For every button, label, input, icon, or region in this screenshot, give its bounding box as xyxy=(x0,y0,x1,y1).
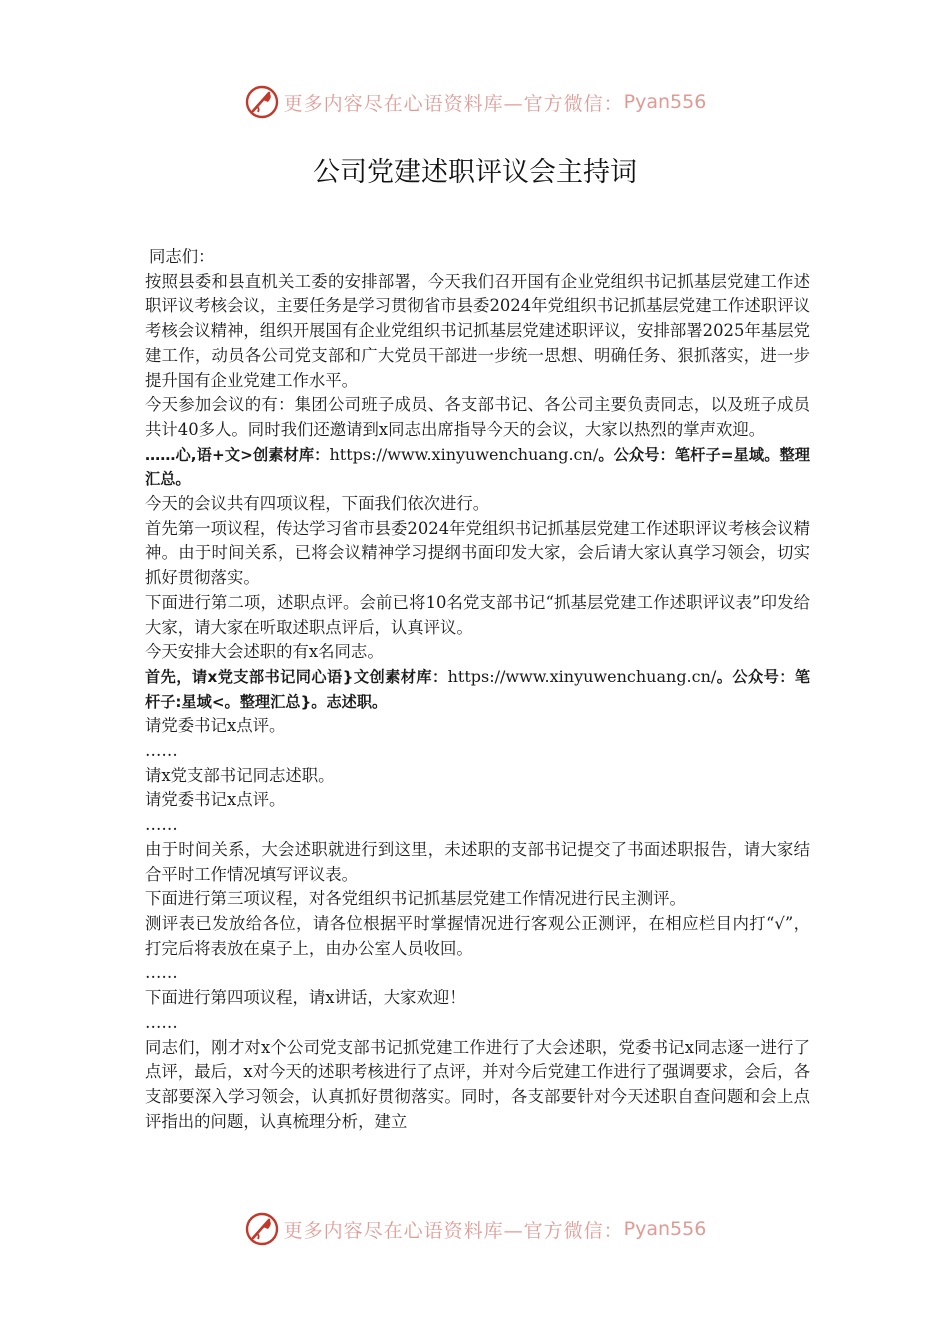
ellipsis-line: …… xyxy=(145,741,178,761)
paragraph: 首先第一项议程，传达学习省市县委2024年党组织书记抓基层党建工作述职评议考核会议精神。由于时间关系，已将会议精神学习提纲书面印发大家，会后请大家认真学习领会，切实抓好贯彻落实。 xyxy=(145,518,810,588)
paragraph: 今天参加会议的有：集团公司班子成员、各支部书记、各公司主要负责同志，以及班子成员共计40多人。同时我们还邀请到x同志出席指导今天的会议，大家以热烈的掌声欢迎。 xyxy=(145,395,810,439)
ellipsis-line: …… xyxy=(145,815,178,835)
paragraph: 测评表已发放给各位，请各位根据平时掌握情况进行客观公正测评，在相应栏目内打“√”，打完后将表放在桌子上，由办公室人员收回。 xyxy=(145,913,810,958)
note-prefix: ……心,语+文>创素材库： xyxy=(145,445,330,464)
paragraph: 请党委书记x点评。 xyxy=(145,716,286,736)
note-url: https://www.xinyuwenchuang.cn/ xyxy=(329,444,599,464)
paragraph: 请x党支部书记同志述职。 xyxy=(145,765,335,785)
note-url: https://www.xinyuwenchuang.cn/ xyxy=(447,666,717,686)
paragraph: 下面进行第四项议程，请x讲话，大家欢迎！ xyxy=(145,988,466,1008)
paragraph: 下面进行第二项，述职点评。会前已将10名党支部书记“抓基层党建工作述职评议表”印发给大家，请大家在听取述职点评后，认真评议。 xyxy=(145,592,810,637)
ellipsis-line: …… xyxy=(145,1012,178,1032)
paragraph: 今天的会议共有四项议程，下面我们依次进行。 xyxy=(145,494,490,514)
paragraph: 同志们，刚才对x个公司党支部书记抓党建工作进行了大会述职，党委书记x同志逐一进行了点评，最后，x对今天的述职考核进行了点评，并对今后党建工作进行了强调要求，会后，各支部要深入学习领会，认真抓好贯彻落实。同时，各支部要针对今天述职自查问题和会上点评指出的问题，认真梳理分析，建立 xyxy=(145,1037,810,1131)
paragraph: 下面进行第三项议程，对各党组织书记抓基层党建工作情况进行民主测评。 xyxy=(145,889,686,909)
paragraph: 请党委书记x点评。 xyxy=(145,790,286,810)
quill-logo-icon xyxy=(244,84,280,120)
banner-text: 更多内容尽在心语资料库—官方微信： xyxy=(283,92,624,115)
document-title: 公司党建述职评议会主持词 xyxy=(313,157,637,188)
paragraph: 由于时间关系，大会述职就进行到这里，未述职的支部书记提交了书面述职报告，请大家结合平时工作情况填写评议表。 xyxy=(145,839,810,884)
source-note xyxy=(145,443,810,492)
source-note xyxy=(145,665,810,714)
greeting: 同志们： xyxy=(149,247,215,266)
banner-text: 更多内容尽在心语资料库—官方微信： xyxy=(283,1219,624,1242)
note-suffix: 。公众号：笔杆子:星域<。整理汇总}。志述职。 xyxy=(145,667,810,711)
quill-logo-icon xyxy=(244,1211,280,1247)
header-banner xyxy=(0,82,950,122)
banner-wechat-id: Pyan556 xyxy=(623,91,707,113)
paragraph: 按照县委和县直机关工委的安排部署，今天我们召开国有企业党组织书记抓基层党建工作述职评议考核会议，主要任务是学习贯彻省市县委2024年党组织书记抓基层党建工作述职评议考核会议精神，组织开展国有企业党组织书记抓基层党建述职评议，安排部署2025年基层党建工作，动员各公司党支部和广大党员干部进一步统一思想、明确任务、狠抓落实，进一步提升国有企业党建工作水平。 xyxy=(145,271,810,390)
footer-banner xyxy=(0,1209,950,1249)
paragraph: 今天安排大会述职的有x名同志。 xyxy=(145,642,384,662)
note-prefix: 首先，请x党支部书记同心语}文创素材库： xyxy=(145,667,448,686)
banner-wechat-id: Pyan556 xyxy=(623,1218,707,1240)
document-body xyxy=(145,245,810,1134)
note-suffix: 。公众号：笔杆子=星域。整理汇总。 xyxy=(145,445,810,489)
ellipsis-line: …… xyxy=(145,963,178,983)
